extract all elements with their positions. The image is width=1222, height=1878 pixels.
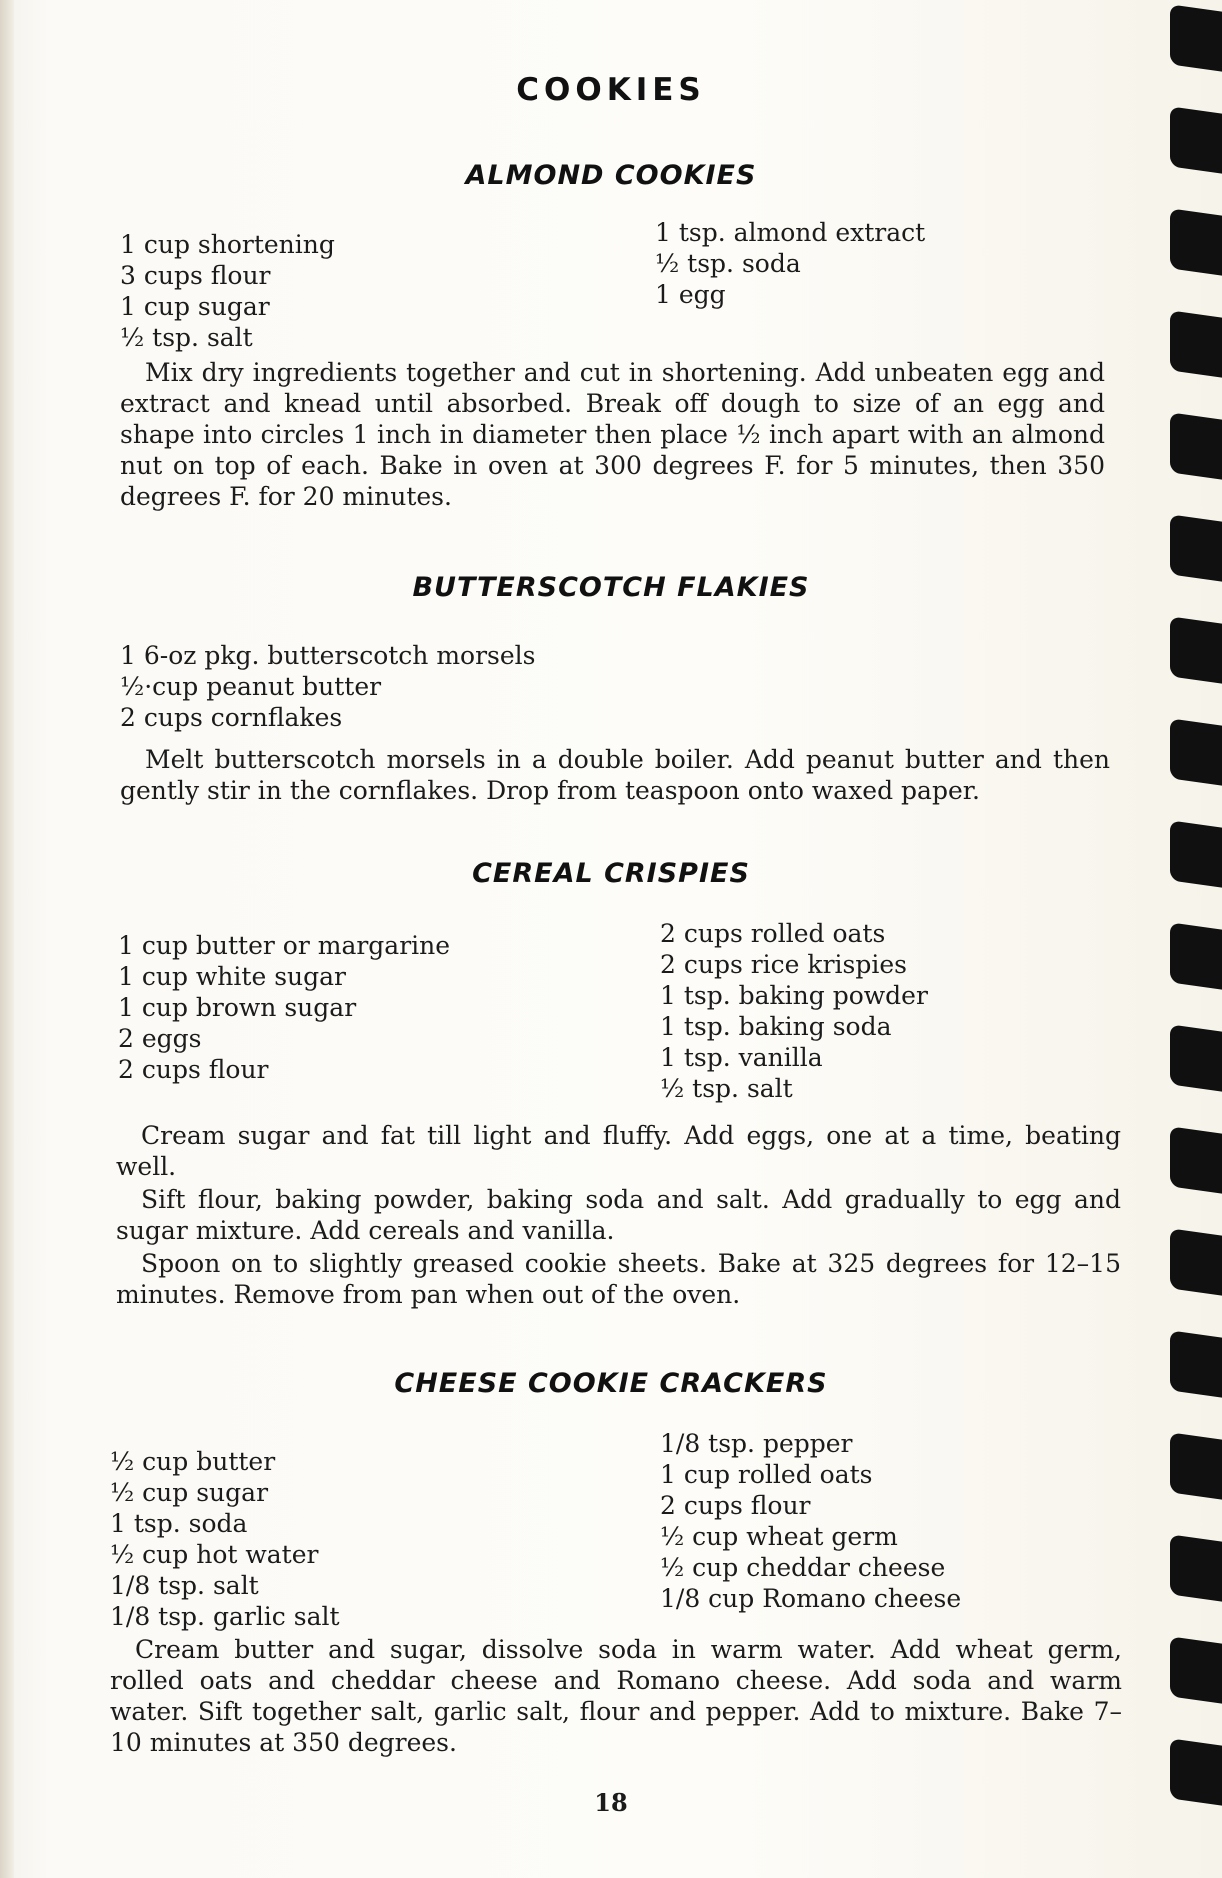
recipe-title-butterscotch-flakies: BUTTERSCOTCH FLAKIES xyxy=(412,572,810,603)
ingredient-item: 1 cup brown sugar xyxy=(118,993,357,1022)
ingredient-item: 1 cup rolled oats xyxy=(660,1460,873,1489)
spiral-coil xyxy=(1170,1126,1222,1193)
ingredient-item: 1 tsp. vanilla xyxy=(660,1043,823,1072)
ingredient-item: 2 cups flour xyxy=(118,1055,269,1084)
ingredient-item: 1 cup white sugar xyxy=(118,962,346,991)
ingredients-left-cheese-cookie-crackers xyxy=(110,1446,340,1632)
instructions-cereal-crispies-1: Cream sugar and fat till light and fluffy. Add eggs, one at a time, beating well. xyxy=(116,1121,1121,1181)
ingredients-right-cereal-crispies xyxy=(660,918,928,1104)
spiral-coil xyxy=(1170,1432,1222,1499)
ingredient-item: ½ tsp. salt xyxy=(660,1074,793,1103)
ingredient-item: 1 tsp. soda xyxy=(110,1509,248,1538)
ingredients-right-almond-cookies xyxy=(655,217,925,310)
instructions-cheese-cookie-crackers: Cream butter and sugar, dissolve soda in warm water. Add wheat germ, rolled oats and cheddar cheese and Romano cheese. Add soda and warm water. Sift together salt, garlic salt, flour and pepper. Add to mixture. Bake 7–10 minutes at 350 degrees. xyxy=(110,1635,1122,1757)
recipe-title-cheese-cookie-crackers: CHEESE COOKIE CRACKERS xyxy=(394,1368,828,1399)
spiral-coil xyxy=(1170,1636,1222,1703)
spiral-coil xyxy=(1170,412,1222,479)
spiral-coil xyxy=(1170,922,1222,989)
spiral-coil xyxy=(1170,616,1222,683)
ingredient-item: 1 egg xyxy=(655,280,726,309)
instructions-butterscotch-flakies: Melt butterscotch morsels in a double boiler. Add peanut butter and then gently stir in the cornflakes. Drop from teaspoon onto waxed paper. xyxy=(120,745,1110,805)
spiral-coil xyxy=(1170,1228,1222,1295)
ingredient-item: ½ cup hot water xyxy=(110,1540,319,1569)
ingredients-left-cereal-crispies xyxy=(118,930,450,1085)
page-number: 18 xyxy=(594,1788,628,1817)
ingredient-item: ½ cup wheat germ xyxy=(660,1522,898,1551)
ingredient-item: 1 6-oz pkg. butterscotch morsels xyxy=(120,641,536,670)
ingredient-item: ½·cup peanut butter xyxy=(120,672,382,701)
spiral-coil xyxy=(1170,1534,1222,1601)
spiral-binding xyxy=(1152,0,1222,1878)
ingredient-item: ½ cup cheddar cheese xyxy=(660,1553,946,1582)
spiral-coil xyxy=(1170,4,1222,71)
ingredient-item: 1 tsp. almond extract xyxy=(655,218,926,247)
spiral-coil xyxy=(1170,208,1222,275)
recipe-title-cereal-crispies: CEREAL CRISPIES xyxy=(472,858,750,889)
ingredient-item: 2 cups rolled oats xyxy=(660,919,886,948)
ingredient-item: 1 cup sugar xyxy=(120,292,270,321)
recipe-title-almond-cookies: ALMOND COOKIES xyxy=(465,160,757,191)
ingredients-right-cheese-cookie-crackers xyxy=(660,1428,961,1614)
ingredient-item: 1 cup shortening xyxy=(120,230,335,259)
ingredient-item: 3 cups flour xyxy=(120,261,271,290)
instructions-cereal-crispies-3: Spoon on to slightly greased cookie sheets. Bake at 325 degrees for 12–15 minutes. Remove from pan when out of the oven. xyxy=(116,1249,1121,1309)
ingredient-item: ½ tsp. salt xyxy=(120,323,253,352)
ingredient-item: 2 eggs xyxy=(118,1024,202,1053)
ingredient-item: 1/8 cup Romano cheese xyxy=(660,1584,962,1613)
instructions-cereal-crispies-2: Sift flour, baking powder, baking soda and salt. Add gradually to egg and sugar mixture. Add cereals and vanilla. xyxy=(116,1185,1121,1245)
ingredients-butterscotch-flakies xyxy=(120,640,536,733)
instructions-almond-cookies: Mix dry ingredients together and cut in shortening. Add unbeaten egg and extract and knead until absorbed. Break off dough to size of an egg and shape into circles 1 inch in diameter then place ½ inch apart with an almond nut on top of each. Bake in oven at 300 degrees F. for 5 minutes, then 350 degrees F. for 20 minutes. xyxy=(120,358,1105,511)
page-left-edge xyxy=(0,0,14,1878)
ingredient-item: ½ cup sugar xyxy=(110,1478,269,1507)
ingredients-left-almond-cookies xyxy=(120,229,335,353)
spiral-coil xyxy=(1170,718,1222,785)
ingredient-item: 1 tsp. baking powder xyxy=(660,981,928,1010)
ingredient-item: 1/8 tsp. pepper xyxy=(660,1429,853,1458)
ingredient-item: 1 cup butter or margarine xyxy=(118,931,451,960)
ingredient-item: 2 cups flour xyxy=(660,1491,811,1520)
ingredient-item: 2 cups rice krispies xyxy=(660,950,907,979)
ingredient-item: ½ tsp. soda xyxy=(655,249,801,278)
spiral-coil xyxy=(1170,310,1222,377)
page-title: COOKIES xyxy=(516,72,706,108)
ingredient-item: 1 tsp. baking soda xyxy=(660,1012,892,1041)
ingredient-item: ½ cup butter xyxy=(110,1447,276,1476)
ingredient-item: 1/8 tsp. garlic salt xyxy=(110,1602,340,1631)
ingredient-item: 2 cups cornflakes xyxy=(120,703,343,732)
spiral-coil xyxy=(1170,1024,1222,1091)
ingredient-item: 1/8 tsp. salt xyxy=(110,1571,259,1600)
